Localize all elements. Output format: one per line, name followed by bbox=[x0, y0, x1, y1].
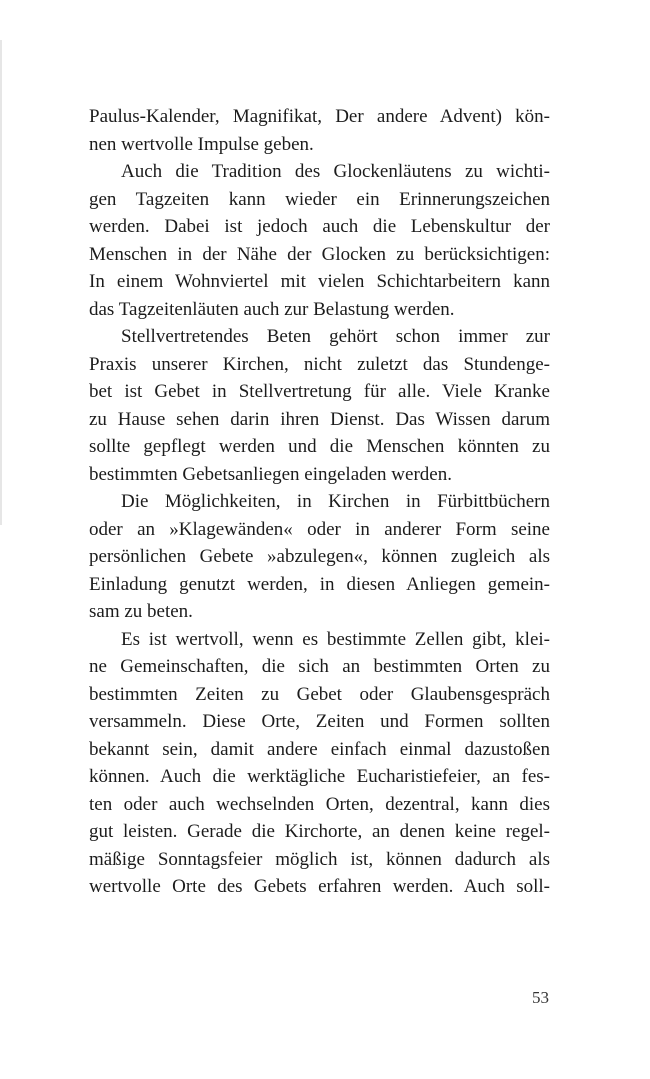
text-line: gen Tagzeiten kann wieder ein Erinnerungszeichen bbox=[89, 188, 550, 210]
text-line: Es ist wertvoll, wenn es bestimmte Zellen gibt, klei- bbox=[121, 628, 550, 650]
text-line: ten oder auch wechselnden Orten, dezentral, kann dies bbox=[89, 793, 550, 815]
page-edge-shadow bbox=[0, 40, 2, 525]
text-line: Stellvertretendes Beten gehört schon immer zur bbox=[121, 326, 550, 347]
body-text bbox=[89, 103, 550, 901]
text-line: werden. Dabei ist jedoch auch die Lebenskultur der bbox=[89, 216, 550, 237]
text-line: sollte gepflegt werden und die Menschen könnten zu bbox=[89, 436, 550, 457]
text-line: das Tagzeitenläuten auch zur Belastung werden. bbox=[89, 298, 455, 320]
text-line: bestimmten Zeiten zu Gebet oder Glaubensgespräch bbox=[89, 683, 550, 705]
text-line: Die Möglichkeiten, in Kirchen in Fürbittbüchern bbox=[121, 491, 550, 512]
text-line: ne Gemeinschaften, die sich an bestimmten Orten zu bbox=[89, 656, 550, 677]
text-line: können. Auch die werktägliche Eucharistiefeier, an fes- bbox=[89, 766, 550, 787]
text-line: Einladung genutzt werden, in diesen Anliegen gemein- bbox=[89, 573, 550, 595]
text-line: persönlichen Gebete »abzulegen«, können zugleich als bbox=[89, 546, 550, 567]
text-line: sam zu beten. bbox=[89, 601, 193, 622]
text-line: bet ist Gebet in Stellvertretung für alle. Viele Kranke bbox=[89, 381, 550, 402]
text-line: wertvolle Orte des Gebets erfahren werden. Auch soll- bbox=[89, 876, 550, 897]
text-line: Praxis unserer Kirchen, nicht zuletzt das Stundenge- bbox=[89, 353, 550, 375]
text-line: zu Hause sehen darin ihren Dienst. Das Wissen darum bbox=[89, 408, 550, 430]
text-line: mäßige Sonntagsfeier möglich ist, können dadurch als bbox=[89, 848, 550, 870]
text-line: bestimmten Gebetsanliegen eingeladen werden. bbox=[89, 463, 452, 485]
text-line: bekannt sein, damit andere einfach einmal dazustoßen bbox=[89, 738, 550, 760]
text-line: In einem Wohnviertel mit vielen Schichtarbeitern kann bbox=[89, 271, 550, 292]
page-number: 53 bbox=[532, 988, 549, 1007]
text-line: Auch die Tradition des Glockenläutens zu wichti- bbox=[121, 161, 550, 182]
text-line: nen wertvolle Impulse geben. bbox=[89, 133, 314, 155]
text-line: Paulus-Kalender, Magnifikat, Der andere Advent) kön- bbox=[89, 106, 550, 127]
text-line: oder an »Klagewänden« oder in anderer Form seine bbox=[89, 518, 550, 540]
text-line: versammeln. Diese Orte, Zeiten und Formen sollten bbox=[89, 711, 550, 732]
text-line: Menschen in der Nähe der Glocken zu berücksichtigen: bbox=[89, 243, 550, 265]
text-line: gut leisten. Gerade die Kirchorte, an denen keine regel- bbox=[89, 821, 550, 842]
